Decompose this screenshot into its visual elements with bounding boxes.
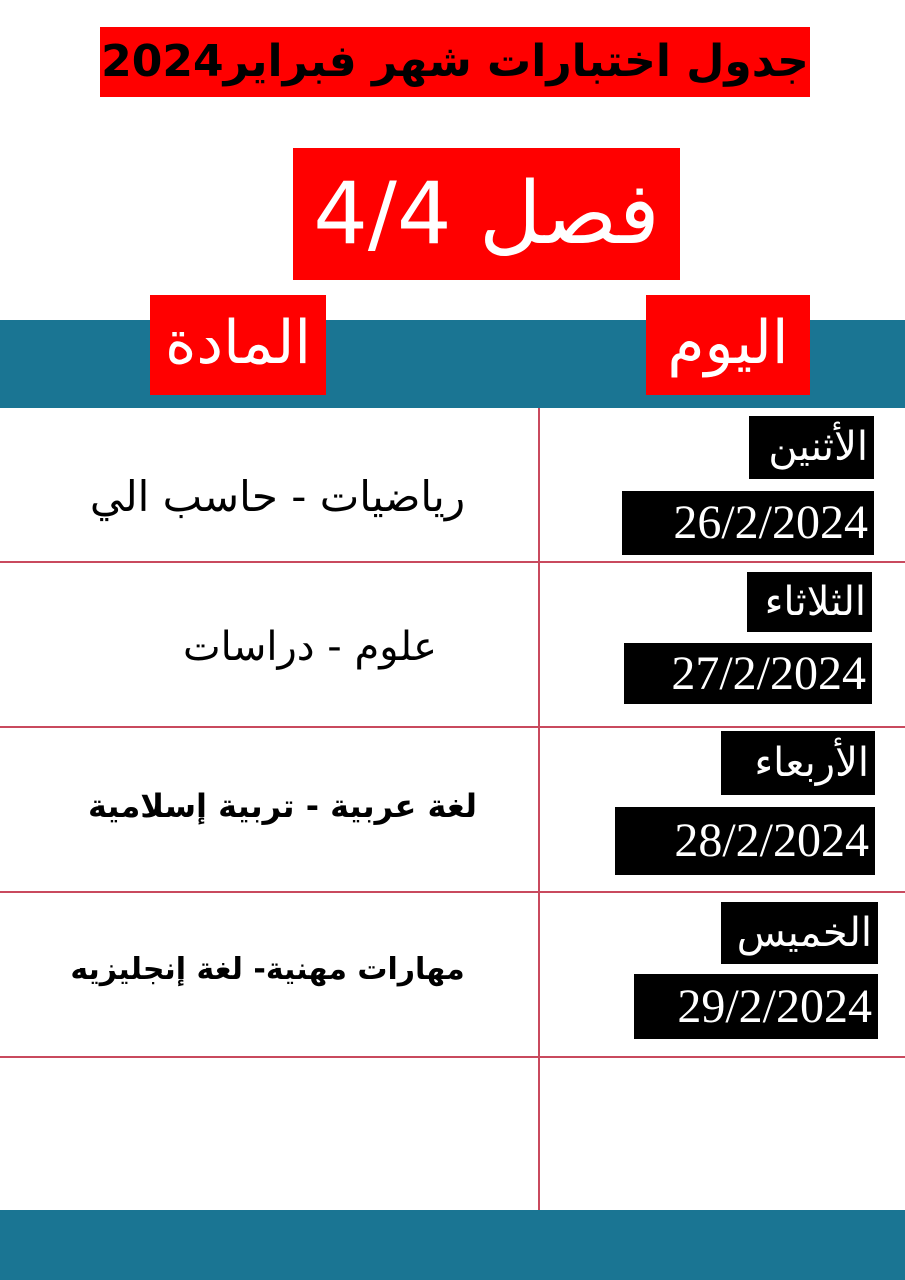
footer-band	[0, 1210, 905, 1280]
row-divider	[0, 891, 905, 893]
row-divider	[0, 726, 905, 728]
schedule-title: جدول اختبارات شهر فبراير2024	[100, 27, 810, 97]
day-column-header: اليوم	[646, 295, 810, 395]
table-row-4-date: 29/2/2024	[634, 974, 878, 1039]
row-divider	[0, 561, 905, 563]
table-row-3-subjects: لغة عربية - تربية إسلامية	[88, 787, 477, 825]
table-row-2-subjects: علوم - دراسات	[182, 624, 437, 670]
table-row-1-day: الأثنين	[749, 416, 874, 479]
table-row-2-date: 27/2/2024	[624, 643, 872, 704]
table-row-3-day: الأربعاء	[721, 731, 875, 795]
row-divider	[0, 1056, 905, 1058]
subject-column-header: المادة	[150, 295, 326, 395]
class-label: فصل 4/4	[293, 148, 680, 280]
table-row-3-date: 28/2/2024	[615, 807, 875, 875]
table-row-2-day: الثلاثاء	[747, 572, 872, 632]
table-row-1-subjects: رياضيات - حاسب الي	[89, 472, 466, 521]
table-row-1-date: 26/2/2024	[622, 491, 874, 555]
column-divider	[538, 408, 540, 1210]
table-row-4-subjects: مهارات مهنية- لغة إنجليزيه	[70, 952, 465, 987]
table-row-4-day: الخميس	[721, 902, 878, 964]
